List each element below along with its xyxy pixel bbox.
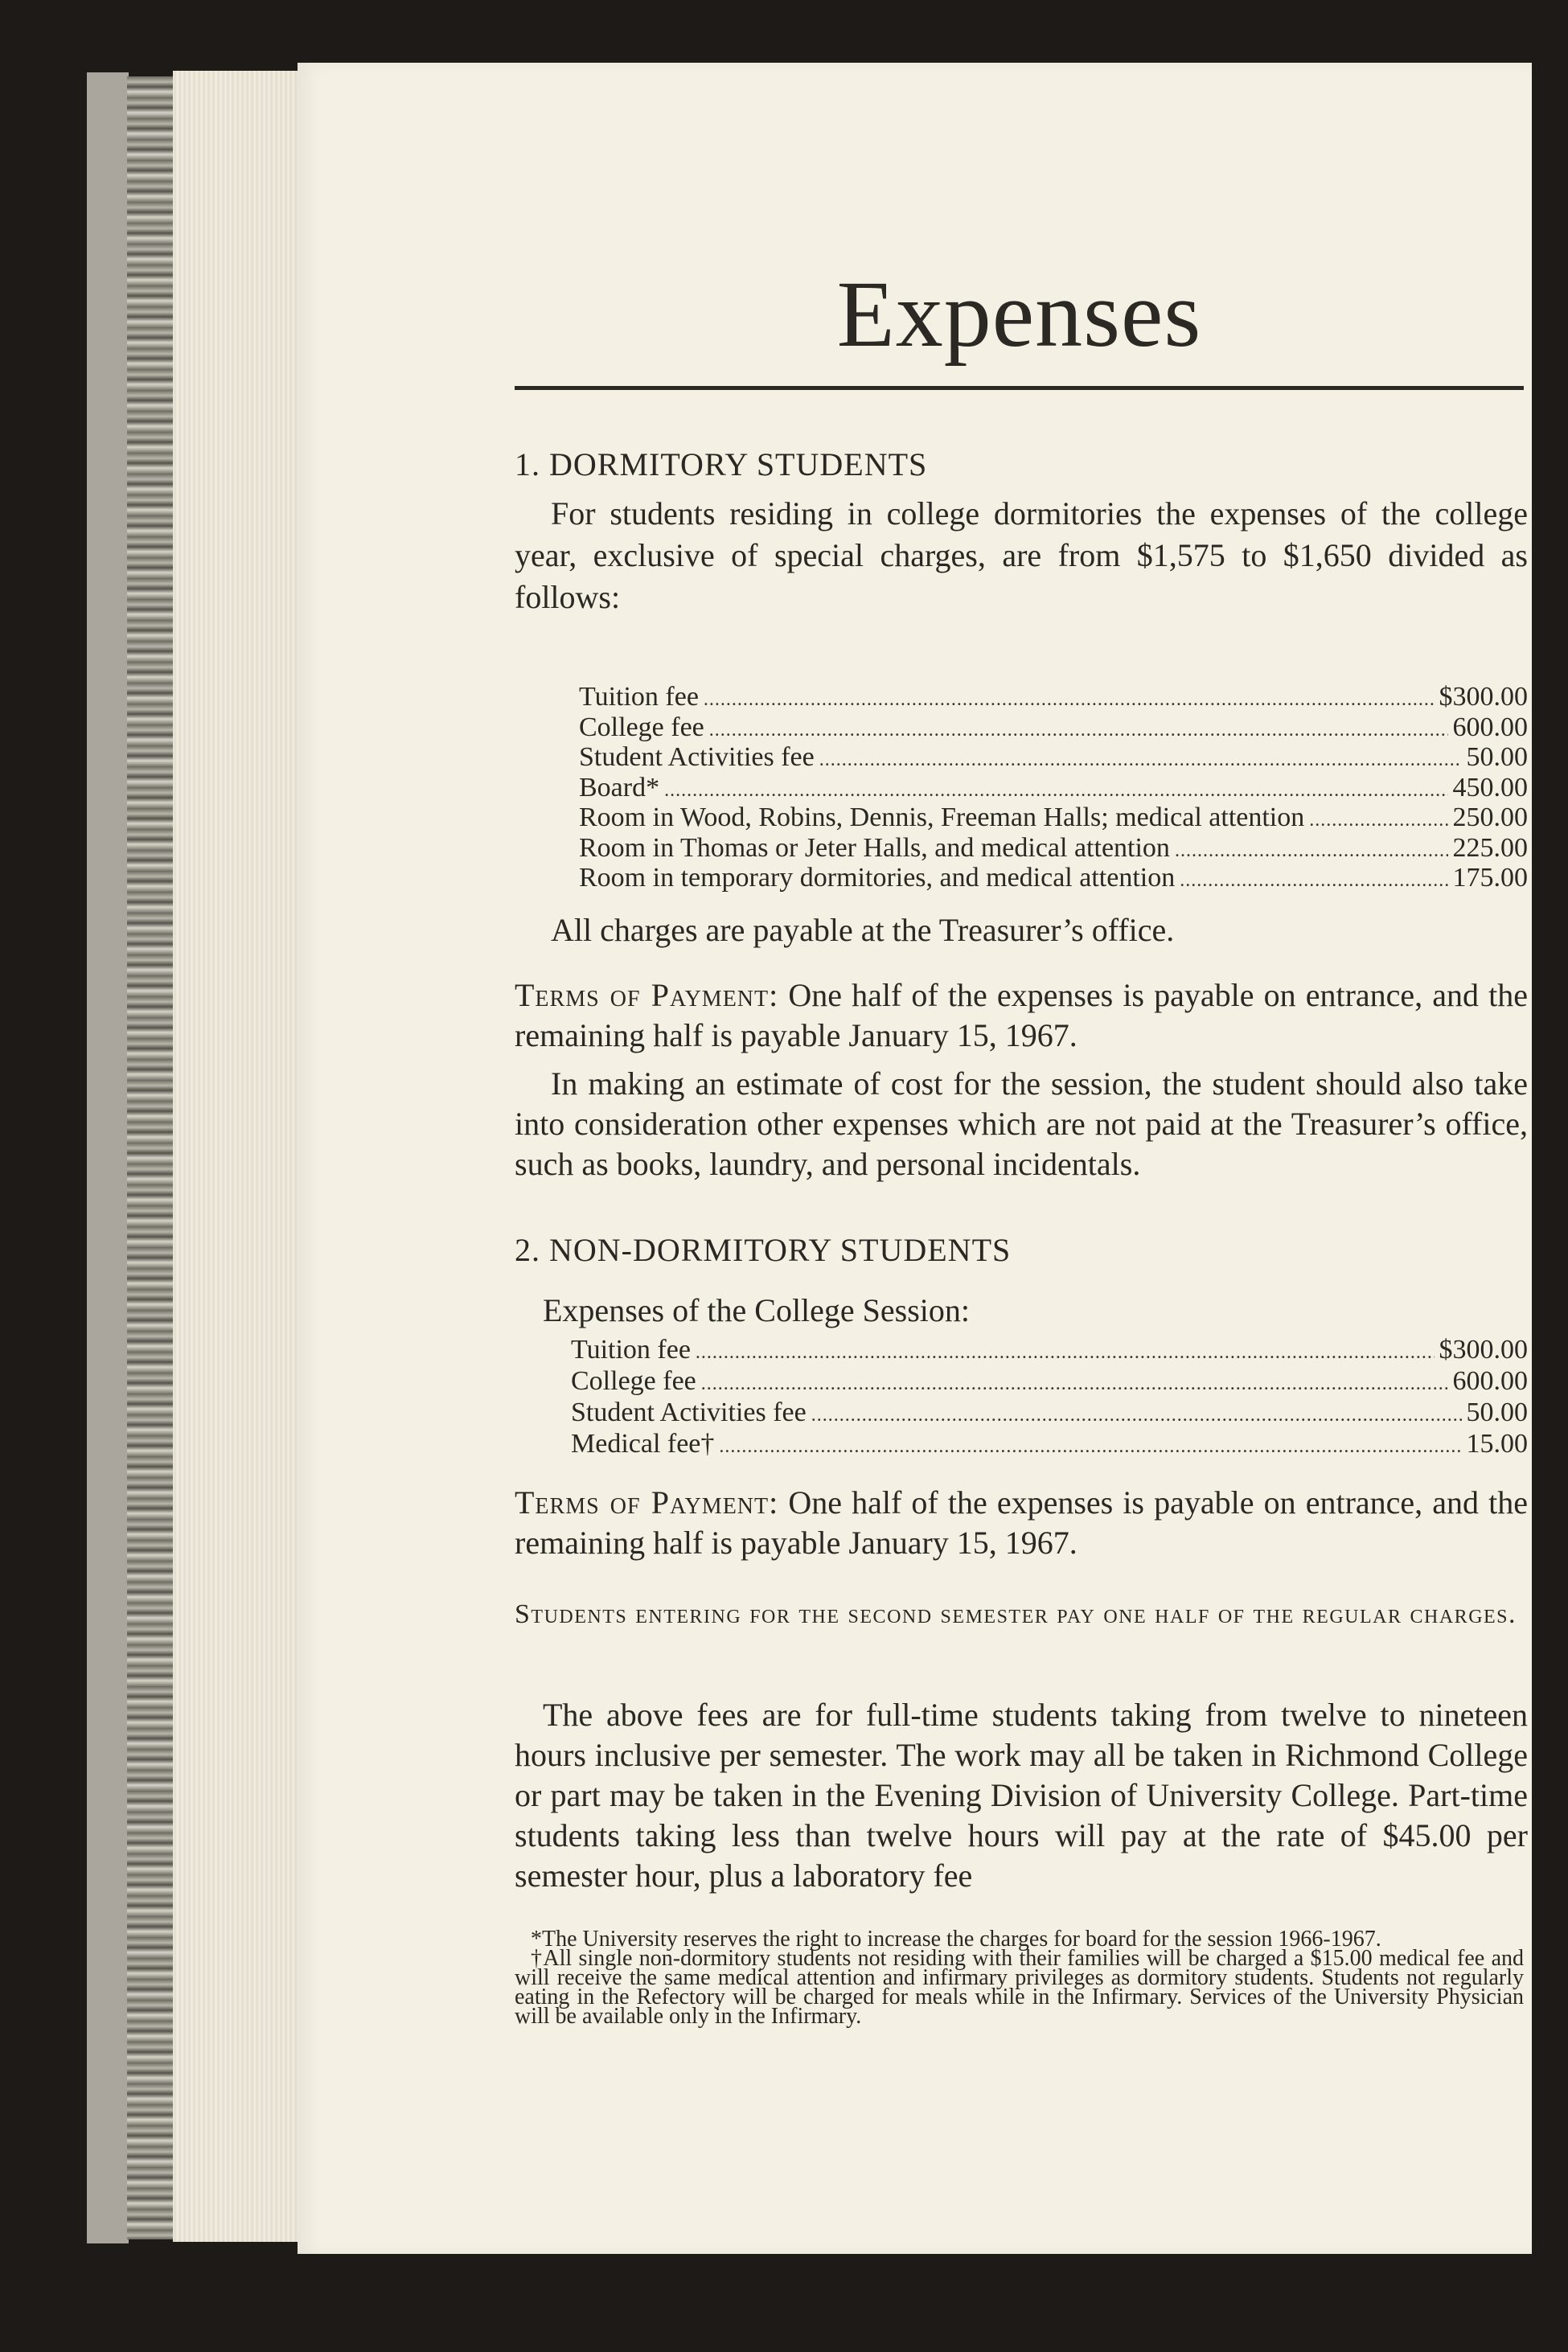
fee-label: Room in Wood, Robins, Dennis, Freeman Halls; medical attention: [579, 802, 1305, 832]
charges-note: All charges are payable at the Treasurer’s office.: [551, 912, 1175, 948]
fee-label: Room in temporary dormitories, and medical attention: [579, 863, 1176, 893]
fee-amount: 15.00: [1466, 1429, 1528, 1459]
non-dormitory-fee-table: [571, 1336, 1528, 1461]
second-semester-note: Students entering for the second semester pay one half of the regular charges.: [515, 1599, 1517, 1629]
fee-label: Student Activities fee: [579, 742, 815, 772]
fee-row: [579, 804, 1528, 835]
fee-row: [571, 1336, 1528, 1367]
non-dormitory-terms: [515, 1483, 1528, 1563]
dot-leader: [704, 686, 1435, 714]
dot-leader: [811, 1401, 1462, 1430]
terms-text: One half of the expenses is payable on entrance, and the remaining half is payable January 15, 1967.: [515, 1484, 1528, 1561]
fee-amount: 450.00: [1452, 772, 1528, 802]
dot-leader: [664, 777, 1447, 805]
footnote-board: *The University reserves the right to increase the charges for board for the session 1966-1967.: [531, 1927, 1381, 1952]
dormitory-intro: For students residing in college dormitories the expenses of the college year, exclusive of special charges, are from $1,575 to $1,650 divided as follows:: [515, 495, 1528, 615]
fee-row: [571, 1367, 1528, 1398]
fee-amount: 50.00: [1466, 742, 1528, 772]
fee-amount: 600.00: [1452, 1366, 1528, 1396]
fee-row: [579, 744, 1528, 774]
footnote-medical: †All single non-dormitory students not residing with their families will be charged a $15.00 medical fee and will receive the same medical attention and infirmary privileges as dormitory students. Students not regularly eating in the Refectory will be charged for meals while in the Infirmary. Services of the University Physician will be available only in the Infirmary.: [515, 1946, 1524, 2029]
fee-amount: 250.00: [1452, 802, 1528, 832]
non-dormitory-intro: Expenses of the College Session:: [543, 1292, 971, 1328]
fee-label: Tuition fee: [579, 682, 699, 712]
estimate-note: In making an estimate of cost for the session, the student should also take into consideration other expenses which are not paid at the Treasurer’s office, such as books, laundry, and personal incidentals.: [515, 1065, 1528, 1182]
fee-row: [579, 683, 1528, 714]
fee-label: Medical fee†: [571, 1429, 715, 1459]
fee-label: Room in Thomas or Jeter Halls, and medical attention: [579, 832, 1170, 863]
fee-amount: $300.00: [1439, 1335, 1528, 1365]
dot-leader: [696, 1338, 1435, 1367]
fee-label: Board*: [579, 772, 660, 802]
dot-leader: [1309, 807, 1447, 835]
terms-text: One half of the expenses is payable on entrance, and the remaining half is payable January 15, 1967.: [515, 977, 1528, 1053]
fee-row: [579, 714, 1528, 745]
book-cover-edge: [87, 72, 129, 2243]
title-rule: [515, 386, 1524, 390]
fee-row: [571, 1430, 1528, 1461]
fee-label: College fee: [579, 712, 704, 742]
dot-leader: [819, 746, 1462, 774]
facing-page-photo-edge: [127, 76, 177, 2239]
page-stack-edge: [173, 71, 298, 2242]
fee-row: [579, 864, 1528, 895]
terms-label: Terms of Payment:: [515, 1484, 779, 1521]
fee-amount: 175.00: [1452, 863, 1528, 893]
page-title: Expenses: [836, 261, 1202, 367]
fee-label: Tuition fee: [571, 1335, 691, 1365]
terms-label: Terms of Payment:: [515, 977, 779, 1013]
dot-leader: [709, 716, 1448, 745]
dormitory-fee-table: [579, 683, 1528, 895]
section-heading-non-dormitory: 2. NON-DORMITORY STUDENTS: [515, 1232, 1012, 1268]
fee-label: Student Activities fee: [571, 1398, 807, 1427]
dormitory-terms: [515, 975, 1528, 1056]
dot-leader: [719, 1432, 1461, 1461]
book-page: [298, 63, 1532, 2254]
dot-leader: [701, 1369, 1448, 1398]
dot-leader: [1175, 837, 1448, 865]
full-time-note: The above fees are for full-time students taking from twelve to nineteen hours inclusive per semester. The work may all be taken in Richmond College or part may be taken in the Evening Division of University College. Part-time students taking less than twelve hours will pay at the rate of $45.00 per semester hour, plus a laboratory fee: [515, 1697, 1528, 1894]
fee-row: [579, 774, 1528, 805]
section-heading-dormitory: 1. DORMITORY STUDENTS: [515, 446, 928, 482]
fee-amount: 225.00: [1452, 832, 1528, 863]
dot-leader: [1180, 867, 1447, 895]
fee-label: College fee: [571, 1366, 696, 1396]
fee-amount: 600.00: [1452, 712, 1528, 742]
fee-row: [579, 832, 1528, 865]
fee-amount: $300.00: [1439, 682, 1528, 712]
fee-row: [571, 1398, 1528, 1430]
fee-amount: 50.00: [1466, 1398, 1528, 1427]
